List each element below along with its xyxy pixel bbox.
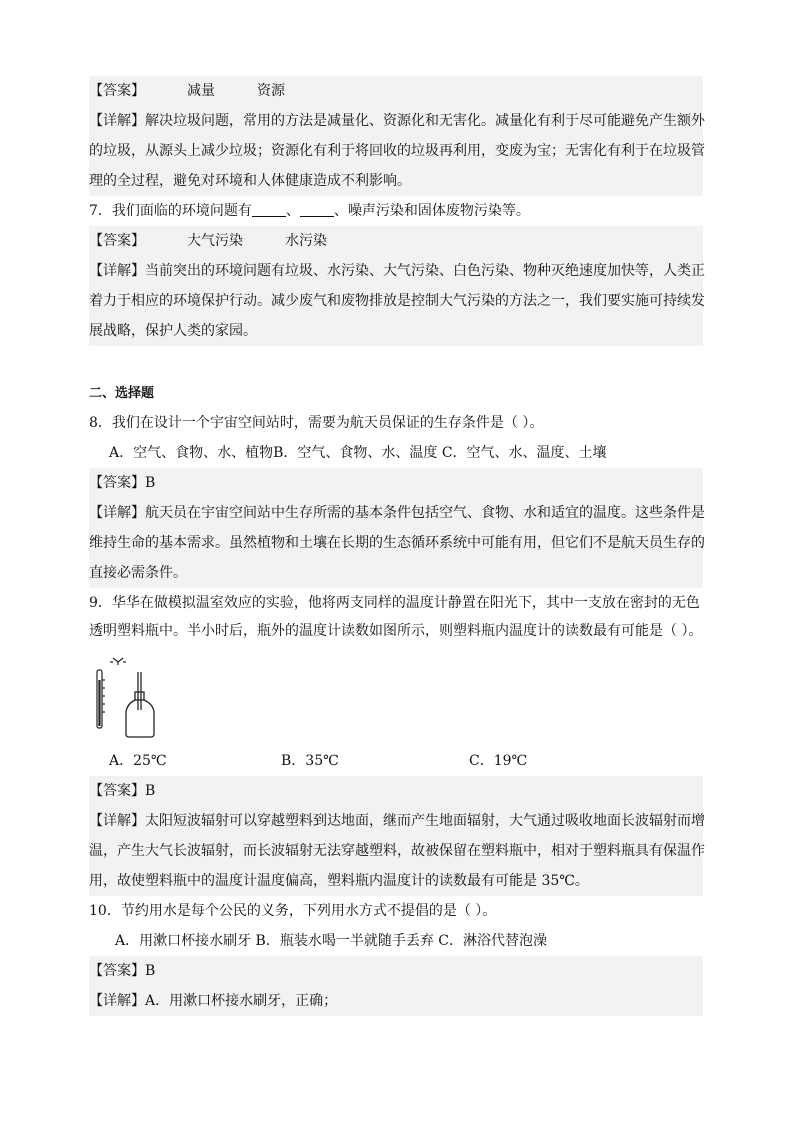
q10-stem: 10．节约用水是每个公民的义务，下列用水方式不提倡的是（ ）。 [89, 903, 497, 919]
q7-detail-text: 当前突出的环境问题有垃圾、水污染、大气污染、白色污染、物种灭绝速度加快等，人类正 [145, 263, 705, 279]
q6-detail-line: 理的全过程，避免对环境和人体健康造成不利影响。 [89, 173, 411, 189]
q6-answer-1: 减量 [187, 83, 215, 99]
q7-detail-line: 展战略，保护人类的家园。 [89, 323, 257, 339]
q7-blank-2 [300, 202, 334, 217]
detail-tag: 【详解】 [89, 505, 145, 521]
q6-detail-text: 解决垃圾问题，常用的方法是减量化、资源化和无害化。减量化有利于尽可能避免产生额外 [145, 113, 705, 129]
q7-answer-1: 大气污染 [187, 233, 243, 249]
q6-answer-2: 资源 [257, 83, 285, 99]
answer-tag: 【答案】 [89, 233, 145, 249]
q10-answer-line [89, 956, 703, 986]
sun-icon [110, 658, 126, 665]
q9-detail-line [89, 806, 703, 836]
q9-detail-line: 温，产生大气长波辐射，而长波辐射无法穿越塑料，故被保留在塑料瓶中，相对于塑料瓶具有保温作 [89, 843, 705, 859]
q7-answer-line [89, 226, 703, 256]
q7-answer-block [89, 226, 703, 346]
q7-stem-separator: 、 [285, 203, 300, 219]
answer-tag: 【答案】 [89, 783, 145, 799]
q7-stem [89, 196, 703, 226]
q9-option-a: A．25℃ [109, 753, 167, 769]
q10-detail-line [89, 986, 703, 1016]
q8-stem: 8．我们在设计一个宇宙空间站时，需要为航天员保证的生存条件是（ ）。 [89, 415, 544, 431]
q10-detail-text: A．用漱口杯接水刷牙，正确； [145, 993, 338, 1009]
q9-detail-text: 太阳短波辐射可以穿越塑料到达地面，继而产生地面辐射，大气通过吸收地面长波辐射而增 [145, 813, 705, 829]
detail-tag: 【详解】 [89, 113, 145, 129]
thermometer-figure [89, 646, 703, 746]
answer-tag: 【答案】 [89, 83, 145, 99]
q7-stem-text: 7．我们面临的环境问题有 [89, 203, 252, 219]
q9-stem-line: 透明塑料瓶中。半小时后，瓶外的温度计读数如图所示，则塑料瓶内温度计的读数最有可能是（ ）。 [89, 623, 703, 639]
q6-answer-line [89, 76, 703, 106]
detail-tag: 【详解】 [89, 263, 145, 279]
q9-answer-line [89, 776, 703, 806]
q8-answer-block [89, 468, 703, 588]
q9-answer: B [145, 783, 156, 799]
q6-detail-line [89, 106, 703, 136]
answer-tag: 【答案】 [89, 475, 145, 491]
q9-option-b: B．35℃ [281, 753, 339, 769]
thermometer-bottle-illustration [93, 650, 183, 740]
detail-tag: 【详解】 [89, 993, 145, 1009]
q10-answer-block [89, 956, 703, 1016]
q8-options: A．空气、食物、水、植物B．空气、食物、水、温度 C．空气、水、温度、土壤 [109, 445, 607, 461]
q8-detail-line: 直接必需条件。 [89, 565, 187, 581]
q6-answer-block [89, 76, 703, 196]
q6-detail-line: 的垃圾，从源头上减少垃圾；资源化有利于将回收的垃圾再利用，变废为宝；无害化有利于在垃圾管 [89, 143, 705, 159]
thermometer-icon [97, 670, 105, 728]
q9-stem-line: 9．华华在做模拟温室效应的实验，他将两支同样的温度计静置在阳光下，其中一支放在密封的无色 [89, 595, 700, 611]
q8-detail-text: 航天员在宇宙空间站中生存所需的基本条件包括空气、食物、水和适宜的温度。这些条件是 [145, 505, 705, 521]
bottle-icon [126, 672, 154, 737]
q10-options: A．用漱口杯接水刷牙 B．瓶装水喝一半就随手丢弃 C．淋浴代替泡澡 [115, 933, 548, 949]
detail-tag: 【详解】 [89, 813, 145, 829]
q7-blank-1 [252, 202, 286, 217]
q7-detail-line: 着力于相应的环境保护行动。减少废气和废物排放是控制大气污染的方法之一，我们要实施可持续发 [89, 293, 705, 309]
q8-answer-line [89, 468, 703, 498]
q9-options [89, 746, 703, 776]
q10-answer: B [145, 963, 156, 979]
section-title: 二、选择题 [89, 386, 155, 401]
q9-answer-block [89, 776, 703, 896]
q8-detail-line [89, 498, 703, 528]
q8-answer: B [145, 475, 156, 491]
q9-option-c: C．19℃ [469, 753, 528, 769]
document-body [89, 76, 703, 1016]
q9-detail-line: 用，故使塑料瓶中的温度计温度偏高，塑料瓶内温度计的读数最有可能是 35℃。 [89, 873, 589, 889]
q8-detail-line: 维持生命的基本需求。虽然植物和土壤在长期的生态循环系统中可能有用，但它们不是航天员生存的 [89, 535, 705, 551]
answer-tag: 【答案】 [89, 963, 145, 979]
q7-detail-line [89, 256, 703, 286]
q7-answer-2: 水污染 [285, 233, 327, 249]
q7-stem-text: 、噪声污染和固体废物污染等。 [333, 203, 530, 219]
